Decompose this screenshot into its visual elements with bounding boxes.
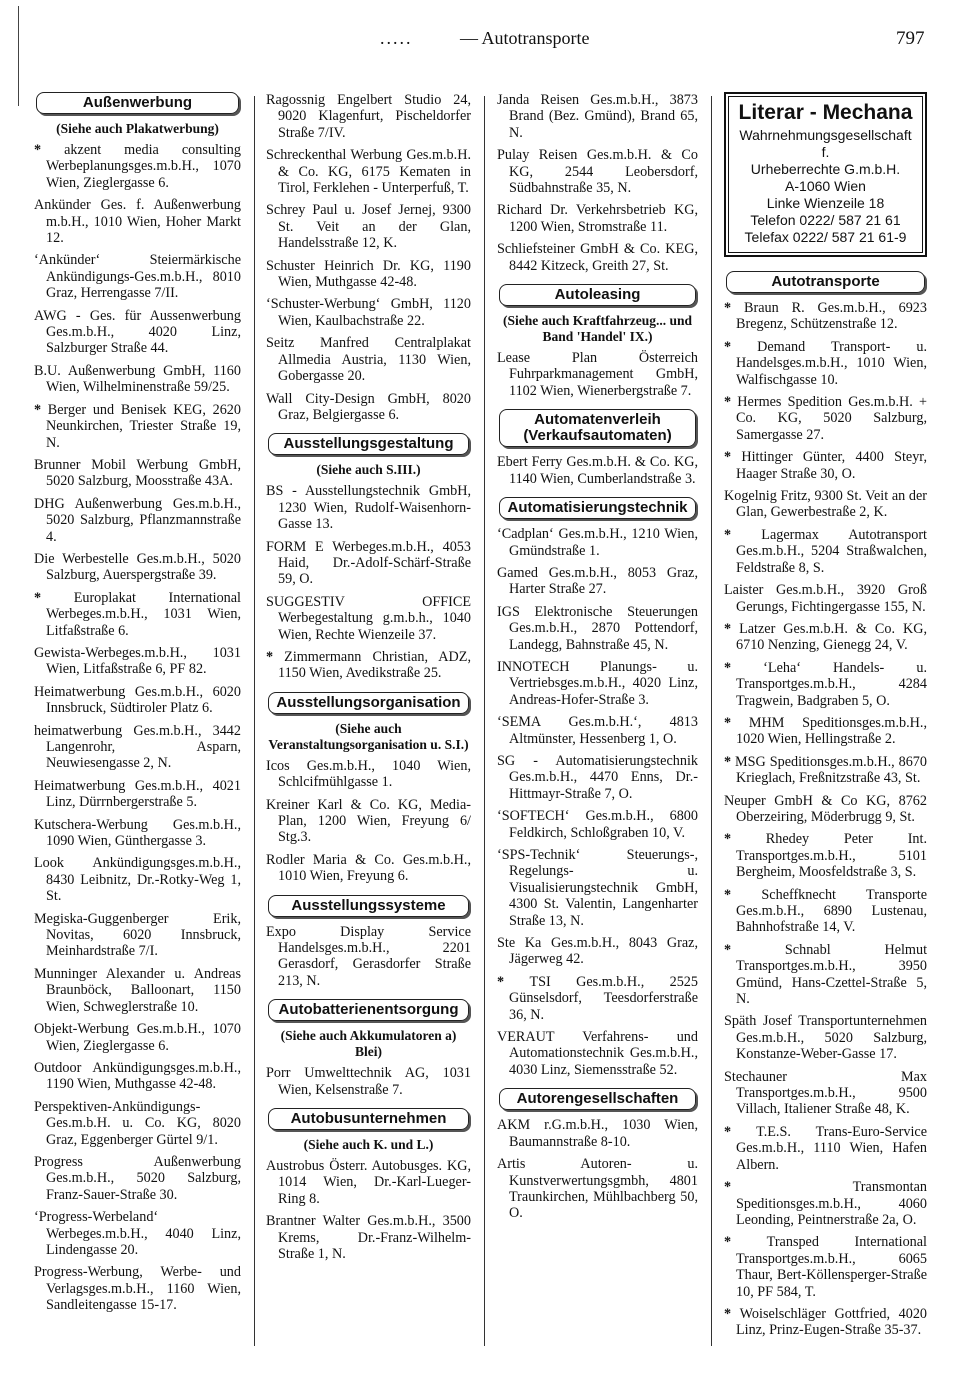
asterisk-marker: * — [266, 648, 285, 665]
directory-entry — [497, 808, 698, 841]
column-rule — [254, 96, 255, 1346]
entry-text: Seitz Manfred Centralplakat Allmedia Austria, 1130 Wien, Gobergasse 20. — [266, 335, 471, 385]
directory-entry — [34, 197, 241, 246]
entry-text: Kutschera-Werbung Ges.m.b.H., 1090 Wien, Günthergasse 3. — [34, 816, 241, 850]
directory-entry — [34, 1209, 241, 1258]
advertisement-line: Telefax 0222/ 587 21 61-9 — [744, 229, 907, 245]
directory-entry — [266, 92, 471, 141]
directory-entry — [266, 1213, 471, 1262]
directory-entry — [497, 753, 698, 802]
section-heading: Autorengesellschaften — [499, 1088, 696, 1110]
section-heading: Autotransporte — [726, 271, 925, 293]
entry-text: ‘Leha‘ Handels- u. Transportges.m.b.H., 4284 Tragwein, Badgraben 5, O. — [736, 659, 927, 709]
section-heading: Automatisierungstechnik — [499, 497, 696, 519]
entry-text: Lagermax Autotransport Ges.m.b.H., 5204 Straßwalchen, Feldstraße 8, S. — [736, 526, 927, 576]
asterisk-marker: * — [724, 300, 745, 316]
directory-entry — [34, 817, 241, 850]
entry-text: Schrey Paul u. Josef Jernej, 9300 St. Veit an der Glan, Handelsstraße 12, K. — [266, 202, 471, 252]
directory-entry — [266, 797, 471, 846]
entry-text: IGS Elektronische Steuerungen Ges.m.b.H., 2870 Pottendorf, Landegg, Bahnstraße 45, N. — [497, 603, 698, 653]
directory-entry — [724, 582, 927, 615]
entry-text: Icos Ges.m.b.H., 1040 Wien, Schlcifmühlgasse 1. — [266, 757, 471, 791]
entry-text: Berger und Benisek KEG, 2620 Neunkirchen, Triester Straße 19, N. — [46, 401, 241, 451]
entry-text: Latzer Ges.m.b.H. & Co. KG, 6710 Nenzing, Gienegg 24, V. — [736, 620, 928, 654]
directory-entry — [497, 935, 698, 968]
directory-entry — [34, 496, 241, 545]
advertisement-line: Urheberrechte G.m.b.H. — [750, 161, 901, 177]
entry-text: Braun R. Ges.m.b.H., 6923 Bregenz, Schützenstraße 12. — [736, 300, 927, 333]
entry-text: MHM Speditionsges.m.b.H., 1020 Wien, Hellingstraße 2. — [736, 714, 927, 748]
page-header — [0, 28, 957, 52]
directory-entry — [266, 594, 471, 643]
directory-entry — [724, 831, 927, 880]
directory-entry — [724, 488, 927, 521]
directory-entry — [266, 391, 471, 424]
see-also-note: (Siehe auch Kraftfahrzeug... und Band 'Handel' IX.) — [503, 313, 692, 345]
entry-text: DHG Außenwerbung Ges.m.b.H., 5020 Salzburg, Pflanzmannstraße 4. — [34, 495, 241, 545]
directory-entry — [724, 754, 927, 787]
entry-text: SG - Automatisierungstechnik Ges.m.b.H., 4470 Enns, Dr.-Hittmayr-Straße 7, O. — [497, 752, 698, 802]
entry-text: AKM r.G.m.b.H., 1030 Wien, Baumannstraße 8-10. — [497, 1117, 698, 1150]
asterisk-marker: * — [724, 526, 762, 543]
asterisk-marker: * — [724, 659, 764, 676]
directory-entry — [724, 1179, 927, 1228]
directory-entry — [497, 350, 698, 399]
entry-text: ‘SEMA Ges.m.b.H.‘, 4813 Altmünster, Hessenberg 1, O. — [497, 714, 698, 747]
entry-text: ‘SPS-Technik‘ Steuerungs-, Regelungs- u. Visualisierungstechnik GmbH, 4300 St. Valentin, Langenharter Straße 13, N. — [497, 847, 698, 929]
entry-text: Progress-Werbung, Werbe- und Verlagsges.m.b.H., 1160 Wien, Sandleitengasse 15-17. — [34, 1264, 241, 1314]
entry-text: Expo Display Service Handelsges.m.b.H., 2201 Gerasdorf, Gerasdorfer Straße 213, N. — [266, 923, 471, 989]
entry-text: MSG Speditionsges.m.b.H., 8670 Krieglach, Freßnitzstraße 43, St. — [735, 753, 927, 787]
entry-text: Ankünder Ges. f. Außenwerbung m.b.H., 1010 Wien, Hoher Markt 12. — [34, 197, 241, 247]
asterisk-marker: * — [724, 886, 762, 903]
entry-text: Wall City-Design GmbH, 8020 Graz, Belgiergasse 6. — [266, 390, 471, 423]
directory-entry — [497, 714, 698, 747]
entry-text: Schliefsteiner GmbH & Co. KEG, 8442 Kitzeck, Greith 27, St. — [497, 241, 698, 274]
asterisk-marker: * — [34, 589, 74, 606]
directory-entry — [497, 454, 698, 487]
advertisement-line: Wahrnehmungsgesellschaft f. — [739, 127, 912, 160]
entry-text: Austrobus Österr. Autobusges. KG, 1014 Wien, Dr.-Karl-Lueger-Ring 8. — [266, 1158, 471, 1207]
directory-entry — [34, 308, 241, 357]
entry-text: ‘Schuster-Werbung‘ GmbH, 1120 Wien, Kaulbachstraße 22. — [266, 296, 471, 329]
directory-entry — [497, 1117, 698, 1150]
entry-text: Rodler Maria & Co. Ges.m.b.H., 1010 Wien, Freyung 6. — [266, 851, 471, 885]
directory-entry — [724, 1234, 927, 1300]
directory-entry — [497, 974, 698, 1023]
directory-entry — [724, 715, 927, 748]
advertisement-body — [728, 96, 923, 253]
asterisk-marker: * — [724, 831, 766, 848]
asterisk-marker: * — [724, 1234, 767, 1251]
directory-entry — [34, 1060, 241, 1093]
entry-text: Europlakat International Werbeges.m.b.H., 1031 Wien, Litfaßstraße 6. — [46, 589, 241, 639]
entry-text: Perspektiven-Ankündigungs-Ges.m.b.H. u. Co. KG, 8020 Graz, Eggenberger Gürtel 9/1. — [34, 1098, 241, 1148]
directory-entry — [34, 778, 241, 811]
directory-entry — [266, 202, 471, 251]
directory-entry — [34, 551, 241, 584]
section-heading: Autoleasing — [499, 284, 696, 306]
see-also-note: (Siehe auch S.III.) — [316, 462, 421, 478]
section-heading: Ausstellungsorganisation — [268, 692, 469, 714]
entry-text: Heimatwerbung Ges.m.b.H., 6020 Innsbruck, Südtiroler Platz 6. — [34, 683, 241, 717]
entry-text: akzent media consulting Werbeplanungsges.m.b.H., 1070 Wien, Zieglergasse 6. — [46, 142, 241, 191]
entry-text: Neuper GmbH & Co KG, 8762 Oberzeiring, Möderbrugg 9, St. — [724, 792, 927, 825]
column-3 — [497, 92, 698, 1228]
entry-text: ‘Cadplan‘ Ges.m.b.H., 1210 Wien, Gmündstraße 1. — [497, 526, 698, 559]
directory-entry — [724, 942, 927, 1008]
directory-entry — [724, 793, 927, 826]
directory-entry — [266, 147, 471, 196]
directory-entry — [497, 1156, 698, 1222]
entry-text: Stechauner Max Transportges.m.b.H., 9500 Villach, Italiener Straße 48, K. — [724, 1068, 927, 1118]
entry-text: Brantner Walter Ges.m.b.H., 3500 Krems, Dr.-Franz-Wilhelm-Straße 1, N. — [266, 1213, 471, 1263]
directory-entry — [266, 258, 471, 291]
column-rule — [711, 96, 712, 1346]
entry-text: B.U. Außenwerbung GmbH, 1160 Wien, Wilhelminenstraße 59/25. — [34, 362, 241, 396]
directory-entry — [266, 483, 471, 532]
directory-entry — [724, 394, 927, 443]
directory-entry — [724, 887, 927, 936]
asterisk-marker: * — [724, 1123, 757, 1140]
entry-text: Laister Ges.m.b.H., 3920 Groß Gerungs, Fichtingergasse 155, N. — [724, 582, 927, 615]
entry-text: Woiselschläger Gottfried, 4020 Linz, Prinz-Eugen-Straße 35-37. — [736, 1305, 928, 1339]
directory-entry — [497, 526, 698, 559]
directory-entry — [724, 300, 927, 333]
entry-text: Outdoor Ankündigungsges.m.b.H., 1190 Wien, Muthgasse 42-48. — [34, 1059, 241, 1093]
section-heading: Autobusunternehmen — [268, 1108, 469, 1130]
directory-entry — [34, 723, 241, 772]
directory-entry — [34, 252, 241, 301]
directory-entry — [497, 147, 698, 196]
asterisk-marker: * — [34, 401, 48, 418]
advertisement-line: Telefon 0222/ 587 21 61 — [750, 212, 901, 228]
section-heading: Ausstellungssysteme — [268, 895, 469, 917]
entry-text: Munninger Alexander u. Andreas Braunböck, Balloonart, 1150 Wien, Schweglerstraße 10. — [34, 965, 241, 1015]
see-also-note: (Siehe auch K. und L.) — [303, 1137, 434, 1153]
directory-entry — [34, 911, 241, 960]
entry-text: Gewista-Werbeges.m.b.H., 1031 Wien, Litfaßstraße 6, PF 82. — [34, 644, 241, 678]
entry-text: Späth Josef Transportunternehmen Ges.m.b.H., 5020 Salzburg, Konstanze-Weber-Gasse 17. — [724, 1013, 927, 1063]
directory-entry — [34, 1154, 241, 1203]
directory-entry — [724, 1069, 927, 1118]
asterisk-marker: * — [724, 714, 749, 731]
entry-text: Brunner Mobil Werbung GmbH, 5020 Salzburg, Moosstraße 43A. — [34, 456, 241, 490]
section-heading: Außenwerbung — [36, 92, 239, 114]
entry-text: Schnabl Helmut Transportges.m.b.H., 3950 Gmünd, Hans-Czettel-Straße 5, N. — [736, 941, 928, 1008]
entry-text: Objekt-Werbung Ges.m.b.H., 1070 Wien, Zieglergasse 6. — [34, 1021, 241, 1054]
entry-text: Transped International Transportges.m.b.H., 6065 Thaur, Bert-Köllensperger-Straße 10, PF 584, T. — [736, 1234, 927, 1300]
directory-entry — [34, 142, 241, 191]
directory-entry — [34, 966, 241, 1015]
entry-text: Gamed Ges.m.b.H., 8053 Graz, Harter Straße 27. — [497, 564, 698, 598]
entry-text: AWG - Ges. für Aussenwerbung Ges.m.b.H., 4020 Linz, Salzburger Straße 44. — [34, 307, 241, 357]
entry-text: T.E.S. Trans-Euro-Service Ges.m.b.H., 1110 Wien, Hafen Albern. — [736, 1123, 927, 1173]
asterisk-marker: * — [34, 142, 65, 158]
entry-text: Transmontan Speditionsges.m.b.H., 4060 Leonding, Peintnerstraße 2a, O. — [736, 1179, 927, 1228]
directory-entry — [497, 659, 698, 708]
directory-entry — [724, 1124, 927, 1173]
page-number: 797 — [896, 28, 925, 49]
entry-text: Ste Ka Ges.m.b.H., 8043 Graz, Jägerweg 42. — [497, 935, 698, 968]
directory-entry — [724, 1306, 927, 1339]
column-1 — [34, 92, 241, 1320]
directory-entry — [34, 645, 241, 678]
directory-entry — [266, 649, 471, 682]
running-title: — Autotransporte — [460, 28, 590, 48]
asterisk-marker: * — [724, 941, 785, 958]
asterisk-marker: * — [724, 394, 738, 411]
advertisement-title: Literar - Mechana — [738, 101, 913, 124]
directory-entry — [266, 852, 471, 885]
directory-entry — [724, 339, 927, 388]
directory-entry — [724, 621, 927, 654]
directory-entry — [266, 758, 471, 791]
entry-text: Megiska-Guggenberger Erik, Novitas, 6020 Innsbruck, Meinhardstraße 7/I. — [34, 910, 241, 960]
directory-entry — [34, 457, 241, 490]
entry-text: Demand Transport- u. Handelsges.m.b.H., 1010 Wien, Walfischgasse 10. — [736, 338, 927, 388]
margin-line — [18, 6, 19, 106]
directory-entry — [497, 847, 698, 929]
directory-entry — [266, 296, 471, 329]
entry-text: Ebert Ferry Ges.m.b.H. & Co. KG, 1140 Wien, Cumberlandstraße 3. — [497, 454, 698, 487]
entry-text: Zimmermann Christian, ADZ, 1150 Wien, Avedikstraße 25. — [278, 648, 471, 682]
entry-text: Richard Dr. Verkehrsbetrieb KG, 1200 Wien, Stromstraße 11. — [497, 202, 698, 235]
directory-entry — [34, 1099, 241, 1148]
asterisk-marker: * — [497, 973, 530, 990]
directory-entry — [497, 604, 698, 653]
entry-text: Lease Plan Österreich Fuhrparkmanagement GmbH, 1102 Wien, Wienerbergstraße 7. — [497, 350, 698, 399]
asterisk-marker: * — [724, 338, 758, 355]
asterisk-marker: * — [724, 1179, 853, 1196]
entry-text: Scheffknecht Transporte Ges.m.b.H., 6890 Lustenau, Bahnhofstraße 14, V. — [736, 886, 927, 936]
entry-text: Kogelnig Fritz, 9300 St. Veit an der Glan, Gewerbestraße 2, K. — [724, 488, 927, 521]
directory-entry — [724, 1013, 927, 1062]
directory-entry — [724, 527, 927, 576]
directory-entry — [34, 684, 241, 717]
directory-entry — [34, 855, 241, 904]
entry-text: Look Ankündigungsges.m.b.H., 8430 Leibnitz, Dr.-Rotky-Weg 1, St. — [34, 855, 241, 905]
entry-text: SUGGESTIV OFFICE Werbegestaltung g.m.b.h., 1040 Wien, Rechte Wienzeile 37. — [266, 593, 471, 643]
directory-entry — [266, 1158, 471, 1207]
see-also-note: (Siehe auch Plakatwerbung) — [56, 121, 219, 136]
directory-entry — [497, 202, 698, 235]
asterisk-marker: * — [724, 753, 736, 770]
section-heading: Ausstellungsgestaltung — [268, 433, 469, 455]
column-4 — [724, 92, 927, 1345]
entry-text: Ragossnig Engelbert Studio 24, 9020 Klagenfurt, Pischeldorfer Straße 7/IV. — [266, 92, 471, 141]
entry-text: Pulay Reisen Ges.m.b.H. & Co KG, 2544 Leobersdorf, Südbahnstraße 35, N. — [497, 147, 698, 197]
column-rule — [484, 96, 485, 1346]
directory-entry — [266, 335, 471, 384]
asterisk-marker: * — [724, 449, 742, 466]
entry-text: ‘Progress-Werbeland‘ Werbeges.m.b.H., 4040 Linz, Lindengasse 20. — [34, 1209, 241, 1258]
directory-entry — [497, 565, 698, 598]
entry-text: heimatwerbung Ges.m.b.H., 3442 Langenrohr, Asparn, Neuwiesengasse 2, N. — [34, 722, 241, 772]
entry-text: ‘SOFTECH‘ Ges.m.b.H., 6800 Feldkirch, Schloßgraben 10, V. — [497, 808, 698, 841]
entry-text: Porr Umwelttechnik AG, 1031 Wien, Kelsenstraße 7. — [266, 1065, 471, 1098]
entry-text: ‘Ankünder‘ Steiermärkische Ankündigungs-Ges.m.b.H., 8010 Graz, Herrengasse 7/II. — [34, 252, 241, 302]
directory-entry — [497, 92, 698, 141]
entry-text: Progress Außenwerbung Ges.m.b.H., 5020 Salzburg, Franz-Sauer-Straße 30. — [34, 1153, 241, 1203]
entry-text: Schreckenthal Werbung Ges.m.b.H. & Co. KG, 6175 Kematen in Tirol, Ferklehen - Unterperfuß, T. — [266, 147, 471, 197]
entry-text: INNOTECH Planungs- u. Vertriebsges.m.b.H., 4020 Linz, Andreas-Hofer-Straße 3. — [497, 658, 698, 708]
directory-entry — [497, 241, 698, 274]
entry-text: Die Werbestelle Ges.m.b.H., 5020 Salzburg, Auerspergstraße 39. — [34, 550, 241, 584]
entry-text: Artis Autoren- u. Kunstverwertungsgmbh, 4801 Traunkirchen, Mühlbachberg 50, O. — [497, 1156, 698, 1222]
entry-text: Rhedey Peter Int. Transportges.m.b.H., 5101 Bergheim, Moosfeldstraße 3, S. — [736, 831, 927, 881]
directory-entry — [724, 449, 927, 482]
section-heading: Autobatterienentsorgung — [268, 999, 469, 1021]
asterisk-marker: * — [724, 1305, 740, 1322]
literar-mechana-advertisement — [724, 92, 927, 257]
entry-text: Kreiner Karl & Co. KG, Media-Plan, 1200 Wien, Freyung 6/ Stg.3. — [266, 796, 471, 846]
see-also-note: (Siehe auch Akkumulatoren a) Blei) — [280, 1028, 457, 1060]
directory-entry — [34, 1021, 241, 1054]
directory-entry — [34, 590, 241, 639]
directory-entry — [497, 1029, 698, 1078]
see-also-note: (Siehe auch Veranstaltungsorganisation u. S.I.) — [268, 720, 469, 752]
directory-entry — [34, 402, 241, 451]
header-dots: ..... — [380, 28, 413, 48]
directory-entry — [266, 1065, 471, 1098]
column-2 — [266, 92, 471, 1269]
section-heading: Automatenverleih (Verkaufsautomaten) — [499, 409, 696, 447]
directory-entry — [34, 1264, 241, 1313]
advertisement-line: A-1060 Wien — [785, 178, 866, 194]
entry-text: VERAUT Verfahrens- und Automationstechnik Ges.m.b.H., 4030 Linz, Siemensstraße 52. — [497, 1029, 698, 1078]
entry-text: Janda Reisen Ges.m.b.H., 3873 Brand (Bez. Gmünd), Brand 65, N. — [497, 92, 698, 141]
entry-text: Schuster Heinrich Dr. KG, 1190 Wien, Muthgasse 42-48. — [266, 257, 471, 291]
directory-entry — [266, 539, 471, 588]
entry-text: Hermes Spedition Ges.m.b.H. + Co. KG, 5020 Salzburg, Samergasse 27. — [736, 394, 928, 443]
advertisement-line: Linke Wienzeile 18 — [766, 195, 885, 211]
entry-text: BS - Ausstellungstechnik GmbH, 1230 Wien, Rudolf-Waisenhorn-Gasse 13. — [266, 483, 471, 533]
asterisk-marker: * — [724, 620, 740, 637]
directory-entry — [724, 660, 927, 709]
entry-text: FORM E Werbeges.m.b.H., 4053 Haid, Dr.-Adolf-Schärf-Straße 59, O. — [266, 538, 471, 588]
entry-text: Heimatwerbung Ges.m.b.H., 4021 Linz, Dürrnbergerstraße 5. — [34, 777, 241, 811]
directory-entry — [34, 363, 241, 396]
directory-entry — [266, 924, 471, 990]
entry-text: TSI Ges.m.b.H., 2525 Günselsdorf, Teesdorferstraße 36, N. — [509, 973, 698, 1023]
entry-text: Hittinger Günter, 4400 Steyr, Haager Straße 30, O. — [736, 449, 927, 482]
